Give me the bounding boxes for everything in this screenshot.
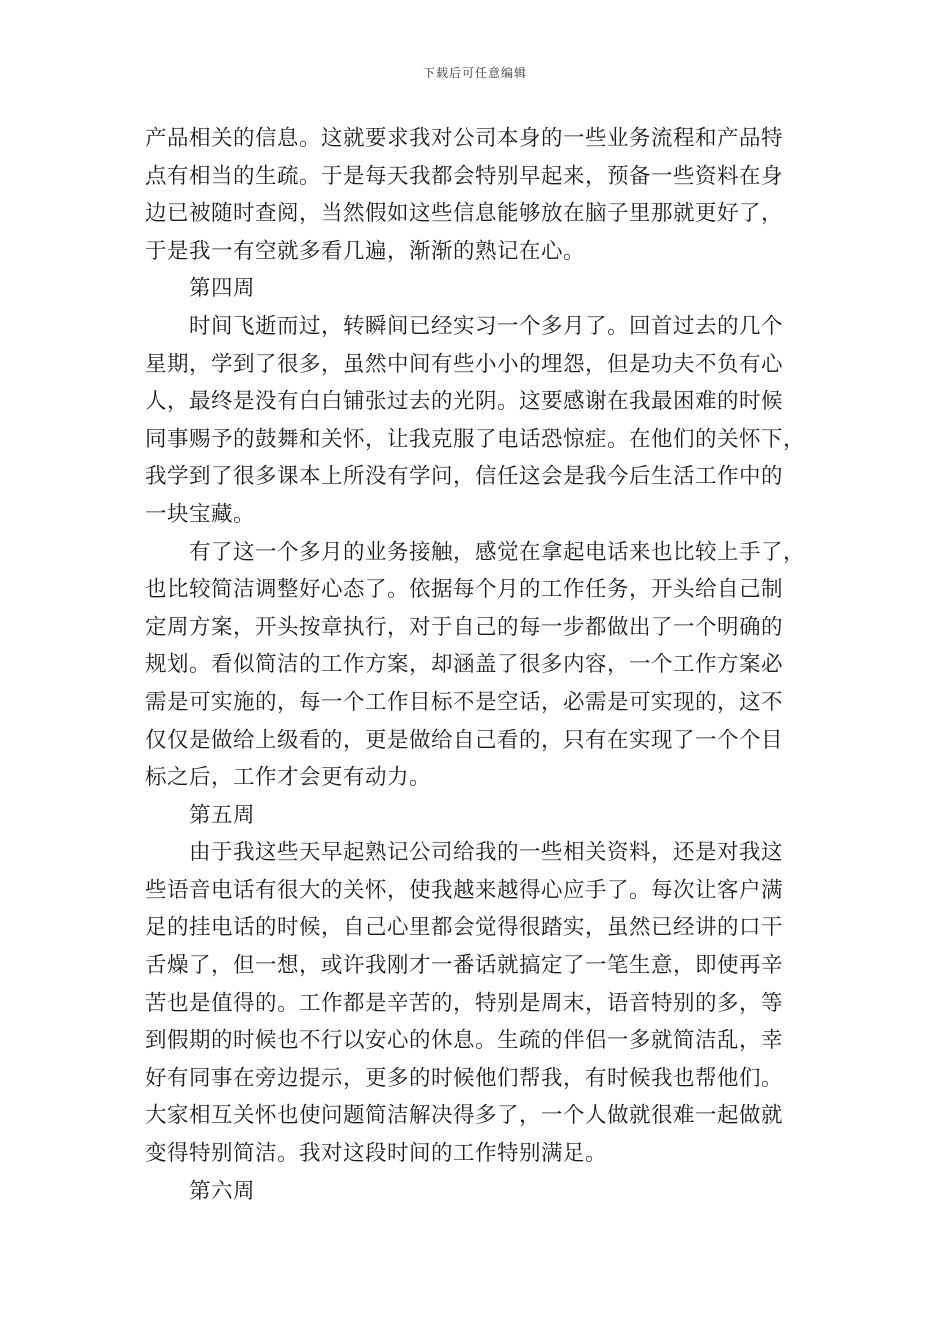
text-line: 也比较简洁调整好心态了。依据每个月的工作任务，开头给自己制 <box>145 577 784 603</box>
text-line: 一块宝藏。 <box>145 501 256 527</box>
text-line: 边已被随时查阅，当然假如这些信息能够放在脑子里那就更好了， <box>145 201 784 227</box>
text-line: 些语音电话有很大的关怀，使我越来越得心应手了。每次让客户满 <box>145 877 784 903</box>
text-line: 变得特别简洁。我对这段时间的工作特别满足。 <box>145 1141 608 1167</box>
text-line: 到假期的时候也不行以安心的休息。生疏的伴侣一多就简洁乱，幸 <box>145 1028 784 1054</box>
text-line: 由于我这些天早起熟记公司给我的一些相关资料，还是对我这 <box>189 840 784 866</box>
section-heading-week-4: 第四周 <box>189 276 256 302</box>
section-heading-week-6: 第六周 <box>189 1178 256 1204</box>
section-heading-week-5: 第五周 <box>189 802 256 828</box>
text-line: 有了这一个多月的业务接触，感觉在拿起电话来也比较上手了， <box>189 539 806 565</box>
text-line: 产品相关的信息。这就要求我对公司本身的一些业务流程和产品特 <box>145 126 784 151</box>
text-line: 我学到了很多课本上所没有学问，信任这会是我今后生活工作中的 <box>145 464 784 490</box>
text-line: 于是我一有空就多看几遍，渐渐的熟记在心。 <box>145 238 586 264</box>
text-line: 定周方案，开头按章执行，对于自己的每一步都做出了一个明确的 <box>145 614 784 640</box>
text-line: 标之后，工作才会更有动力。 <box>145 765 432 791</box>
text-line: 足的挂电话的时候，自己心里都会觉得很踏实，虽然已经讲的口干 <box>145 915 784 941</box>
text-line: 仅仅是做给上级看的，更是做给自己看的，只有在实现了一个个目 <box>145 727 784 753</box>
text-line: 星期，学到了很多，虽然中间有些小小的埋怨，但是功夫不负有心 <box>145 351 784 377</box>
text-line: 人，最终是没有白白铺张过去的光阴。这要感谢在我最困难的时候 <box>145 389 784 415</box>
text-line: 时间飞逝而过，转瞬间已经实习一个多月了。回首过去的几个 <box>189 313 784 339</box>
body-text <box>145 120 825 1210</box>
text-line: 点有相当的生疏。于是每天我都会特别早起来，预备一些资料在身 <box>145 163 784 189</box>
header-note: 下载后可任意编辑 <box>422 66 527 80</box>
text-line: 好有同事在旁边提示，更多的时候他们帮我，有时候我也帮他们。 <box>145 1065 784 1091</box>
text-line: 需是可实施的，每一个工作目标不是空话，必需是可实现的，这不 <box>145 689 784 715</box>
text-line: 大家相互关怀也使问题简洁解决得多了，一个人做就很难一起做就 <box>145 1103 784 1129</box>
text-line: 舌燥了，但一想，或许我刚才一番话就搞定了一笔生意，即使再辛 <box>145 953 784 979</box>
text-line: 规划。看似简洁的工作方案，却涵盖了很多内容，一个工作方案必 <box>145 652 784 678</box>
text-line: 苦也是值得的。工作都是辛苦的，特别是周末，语音特别的多，等 <box>145 990 784 1016</box>
text-line: 同事赐予的鼓舞和关怀，让我克服了电话恐惊症。在他们的关怀下， <box>145 426 806 452</box>
